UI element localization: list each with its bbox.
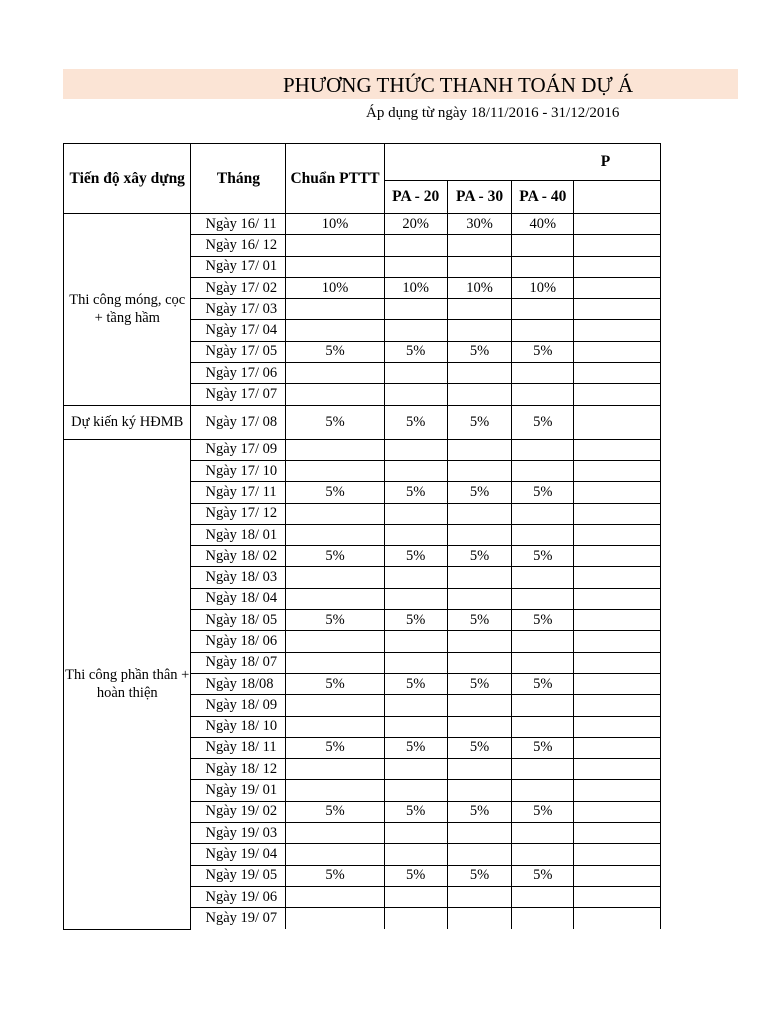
pa-next-cell <box>574 588 661 609</box>
month-cell: Ngày 19/ 03 <box>191 823 286 844</box>
pa30-cell: 30% <box>447 214 512 235</box>
pa40-cell <box>512 524 574 545</box>
pa-next-cell <box>574 235 661 256</box>
pa40-cell <box>512 908 574 929</box>
std-cell <box>286 780 384 801</box>
pa20-cell: 5% <box>384 801 447 822</box>
pa30-cell: 5% <box>447 865 512 886</box>
std-cell <box>286 844 384 865</box>
table-row <box>64 214 661 235</box>
pa40-cell <box>512 460 574 481</box>
stage-cell: Dự kiến ký HĐMB <box>64 405 191 439</box>
header-stage: Tiến độ xây dựng <box>64 144 191 214</box>
pa30-cell: 5% <box>447 482 512 503</box>
pa-next-cell <box>574 439 661 460</box>
pa-next-cell <box>574 652 661 673</box>
pa-next-cell <box>574 405 661 439</box>
std-cell: 5% <box>286 801 384 822</box>
table-row <box>64 439 661 460</box>
pa-next-cell <box>574 865 661 886</box>
pa40-cell: 5% <box>512 341 574 362</box>
pa-next-cell <box>574 503 661 524</box>
pa20-cell <box>384 320 447 341</box>
month-cell: Ngày 19/ 04 <box>191 844 286 865</box>
pa40-cell: 5% <box>512 546 574 567</box>
pa20-cell: 5% <box>384 865 447 886</box>
pa20-cell <box>384 460 447 481</box>
month-cell: Ngày 17/ 02 <box>191 277 286 298</box>
pa-next-cell <box>574 299 661 320</box>
pa40-cell <box>512 588 574 609</box>
pa30-cell <box>447 235 512 256</box>
pa30-cell <box>447 652 512 673</box>
stage-cell: Thi công móng, cọc + tầng hầm <box>64 214 191 406</box>
pa40-cell <box>512 780 574 801</box>
std-cell <box>286 235 384 256</box>
std-cell <box>286 908 384 929</box>
month-cell: Ngày 18/ 06 <box>191 631 286 652</box>
pa40-cell <box>512 299 574 320</box>
std-cell <box>286 384 384 405</box>
pa-next-cell <box>574 482 661 503</box>
pa30-cell <box>447 384 512 405</box>
pa40-cell <box>512 320 574 341</box>
std-cell: 10% <box>286 277 384 298</box>
pa-next-cell <box>574 823 661 844</box>
pa20-cell <box>384 759 447 780</box>
pa30-cell: 5% <box>447 341 512 362</box>
month-cell: Ngày 18/ 03 <box>191 567 286 588</box>
pa40-cell: 5% <box>512 865 574 886</box>
std-cell <box>286 363 384 384</box>
std-cell <box>286 695 384 716</box>
pa30-cell <box>447 460 512 481</box>
pa30-cell <box>447 695 512 716</box>
pa-next-cell <box>574 610 661 631</box>
pa20-cell <box>384 384 447 405</box>
pa-next-cell <box>574 214 661 235</box>
pa-next-cell <box>574 320 661 341</box>
std-cell <box>286 503 384 524</box>
pa40-cell <box>512 256 574 277</box>
pa30-cell <box>447 716 512 737</box>
pa30-cell: 5% <box>447 737 512 758</box>
pa20-cell <box>384 439 447 460</box>
schedule-body <box>64 214 661 930</box>
pa-next-cell <box>574 256 661 277</box>
pa30-cell <box>447 299 512 320</box>
month-cell: Ngày 17/ 01 <box>191 256 286 277</box>
pa40-cell <box>512 567 574 588</box>
pa30-cell <box>447 588 512 609</box>
pa20-cell <box>384 299 447 320</box>
month-cell: Ngày 18/ 11 <box>191 737 286 758</box>
std-cell: 5% <box>286 865 384 886</box>
pa20-cell <box>384 503 447 524</box>
pa-next-cell <box>574 844 661 865</box>
std-cell: 5% <box>286 546 384 567</box>
pa30-cell: 5% <box>447 673 512 694</box>
month-cell: Ngày 17/ 06 <box>191 363 286 384</box>
pa20-cell <box>384 695 447 716</box>
pa30-cell <box>447 886 512 907</box>
month-cell: Ngày 18/ 10 <box>191 716 286 737</box>
month-cell: Ngày 18/ 09 <box>191 695 286 716</box>
pa40-cell: 5% <box>512 482 574 503</box>
pa40-cell: 5% <box>512 801 574 822</box>
pa40-cell <box>512 384 574 405</box>
std-cell <box>286 759 384 780</box>
pa-next-cell <box>574 631 661 652</box>
pa20-cell: 10% <box>384 277 447 298</box>
std-cell: 5% <box>286 405 384 439</box>
pa30-cell <box>447 363 512 384</box>
std-cell <box>286 460 384 481</box>
month-cell: Ngày 17/ 03 <box>191 299 286 320</box>
pa-next-cell <box>574 716 661 737</box>
month-cell: Ngày 18/ 12 <box>191 759 286 780</box>
pa-next-cell <box>574 384 661 405</box>
pa-next-cell <box>574 673 661 694</box>
header-month: Tháng <box>191 144 286 214</box>
pa-next-cell <box>574 695 661 716</box>
pa-next-cell <box>574 567 661 588</box>
header-standard: Chuẩn PTTT <box>286 144 384 214</box>
month-cell: Ngày 19/ 01 <box>191 780 286 801</box>
std-cell <box>286 524 384 545</box>
pa30-cell <box>447 823 512 844</box>
month-cell: Ngày 19/ 07 <box>191 908 286 929</box>
header-pa40: PA - 40 <box>512 181 574 214</box>
pa20-cell: 5% <box>384 546 447 567</box>
pa40-cell: 5% <box>512 405 574 439</box>
std-cell: 5% <box>286 341 384 362</box>
pa20-cell: 5% <box>384 737 447 758</box>
pa40-cell: 5% <box>512 737 574 758</box>
pa20-cell <box>384 716 447 737</box>
month-cell: Ngày 17/ 11 <box>191 482 286 503</box>
pa30-cell <box>447 320 512 341</box>
month-cell: Ngày 17/ 09 <box>191 439 286 460</box>
pa-next-cell <box>574 277 661 298</box>
std-cell: 5% <box>286 673 384 694</box>
std-cell: 10% <box>286 214 384 235</box>
pa40-cell: 10% <box>512 277 574 298</box>
month-cell: Ngày 16/ 11 <box>191 214 286 235</box>
std-cell <box>286 439 384 460</box>
pa30-cell <box>447 908 512 929</box>
pa30-cell: 10% <box>447 277 512 298</box>
pa30-cell <box>447 844 512 865</box>
pa30-cell <box>447 439 512 460</box>
header-pa20: PA - 20 <box>384 181 447 214</box>
std-cell <box>286 567 384 588</box>
pa20-cell <box>384 652 447 673</box>
pa30-cell <box>447 780 512 801</box>
pa30-cell: 5% <box>447 610 512 631</box>
payment-schedule-table <box>63 143 661 930</box>
month-cell: Ngày 17/ 05 <box>191 341 286 362</box>
month-cell: Ngày 18/ 07 <box>191 652 286 673</box>
pa30-cell <box>447 503 512 524</box>
header-pa-group: P <box>384 144 660 181</box>
std-cell <box>286 631 384 652</box>
std-cell <box>286 886 384 907</box>
pa40-cell <box>512 844 574 865</box>
pa20-cell: 5% <box>384 482 447 503</box>
pa40-cell <box>512 886 574 907</box>
pa-next-cell <box>574 801 661 822</box>
pa-next-cell <box>574 363 661 384</box>
pa40-cell <box>512 439 574 460</box>
std-cell: 5% <box>286 610 384 631</box>
pa40-cell <box>512 716 574 737</box>
month-cell: Ngày 18/ 04 <box>191 588 286 609</box>
std-cell <box>286 256 384 277</box>
month-cell: Ngày 17/ 04 <box>191 320 286 341</box>
pa-next-cell <box>574 524 661 545</box>
pa30-cell: 5% <box>447 405 512 439</box>
pa-next-cell <box>574 460 661 481</box>
pa20-cell: 5% <box>384 341 447 362</box>
pa20-cell <box>384 631 447 652</box>
pa40-cell <box>512 503 574 524</box>
table-row <box>64 405 661 439</box>
month-cell: Ngày 18/08 <box>191 673 286 694</box>
pa20-cell <box>384 823 447 844</box>
pa40-cell <box>512 695 574 716</box>
pa40-cell <box>512 631 574 652</box>
std-cell <box>286 320 384 341</box>
pa-next-cell <box>574 341 661 362</box>
month-cell: Ngày 18/ 01 <box>191 524 286 545</box>
pa30-cell <box>447 567 512 588</box>
pa30-cell: 5% <box>447 546 512 567</box>
pa20-cell <box>384 235 447 256</box>
pa20-cell <box>384 780 447 801</box>
month-cell: Ngày 19/ 06 <box>191 886 286 907</box>
pa-next-cell <box>574 759 661 780</box>
page-subtitle: Áp dụng từ ngày 18/11/2016 - 31/12/2016 <box>366 105 620 121</box>
month-cell: Ngày 18/ 02 <box>191 546 286 567</box>
pa30-cell: 5% <box>447 801 512 822</box>
pa40-cell <box>512 652 574 673</box>
pa40-cell: 40% <box>512 214 574 235</box>
std-cell <box>286 588 384 609</box>
pa-next-cell <box>574 886 661 907</box>
pa-next-cell <box>574 546 661 567</box>
pa30-cell <box>447 759 512 780</box>
pa30-cell <box>447 256 512 277</box>
pa20-cell <box>384 588 447 609</box>
pa40-cell: 5% <box>512 610 574 631</box>
std-cell <box>286 716 384 737</box>
std-cell <box>286 299 384 320</box>
pa20-cell <box>384 567 447 588</box>
pa40-cell <box>512 759 574 780</box>
header-pa-next <box>574 181 661 214</box>
pa-next-cell <box>574 908 661 929</box>
pa20-cell: 5% <box>384 673 447 694</box>
stage-cell: Thi công phần thân + hoàn thiện <box>64 439 191 929</box>
pa30-cell <box>447 631 512 652</box>
pa20-cell: 20% <box>384 214 447 235</box>
std-cell <box>286 652 384 673</box>
pa-next-cell <box>574 780 661 801</box>
pa20-cell <box>384 524 447 545</box>
std-cell <box>286 823 384 844</box>
pa20-cell <box>384 256 447 277</box>
pa20-cell <box>384 844 447 865</box>
pa40-cell <box>512 235 574 256</box>
month-cell: Ngày 17/ 08 <box>191 405 286 439</box>
month-cell: Ngày 16/ 12 <box>191 235 286 256</box>
pa40-cell <box>512 823 574 844</box>
pa20-cell: 5% <box>384 610 447 631</box>
pa30-cell <box>447 524 512 545</box>
month-cell: Ngày 17/ 10 <box>191 460 286 481</box>
month-cell: Ngày 18/ 05 <box>191 610 286 631</box>
std-cell: 5% <box>286 482 384 503</box>
header-pa30: PA - 30 <box>447 181 512 214</box>
std-cell: 5% <box>286 737 384 758</box>
pa20-cell <box>384 363 447 384</box>
month-cell: Ngày 19/ 05 <box>191 865 286 886</box>
month-cell: Ngày 17/ 07 <box>191 384 286 405</box>
page-title: PHƯƠNG THỨC THANH TOÁN DỰ Á <box>283 73 634 97</box>
pa40-cell: 5% <box>512 673 574 694</box>
pa40-cell <box>512 363 574 384</box>
month-cell: Ngày 19/ 02 <box>191 801 286 822</box>
pa-next-cell <box>574 737 661 758</box>
pa20-cell <box>384 908 447 929</box>
month-cell: Ngày 17/ 12 <box>191 503 286 524</box>
pa20-cell: 5% <box>384 405 447 439</box>
pa20-cell <box>384 886 447 907</box>
